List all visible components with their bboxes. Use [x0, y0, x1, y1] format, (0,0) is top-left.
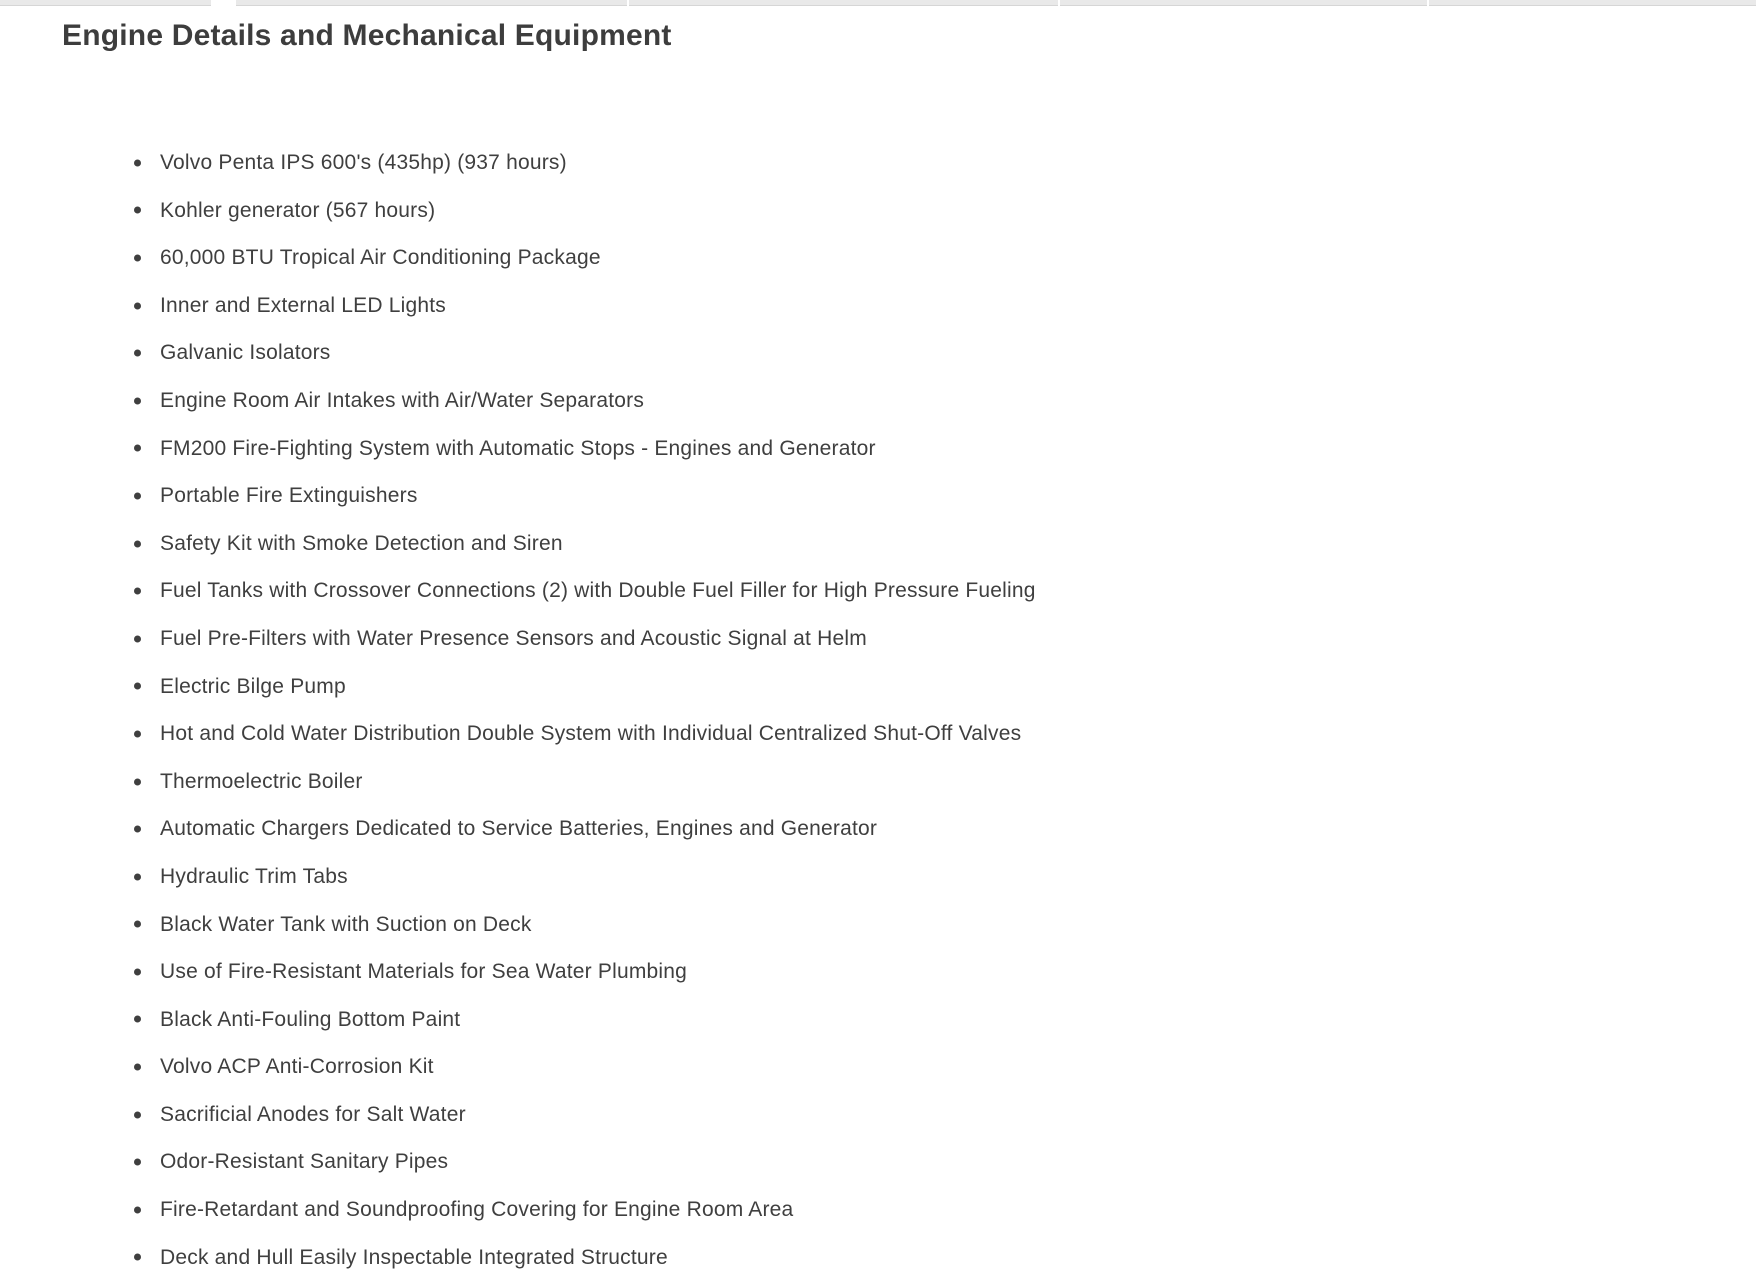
equipment-list-item: Inner and External LED Lights	[0, 282, 1756, 330]
equipment-list-item: Hot and Cold Water Distribution Double System with Individual Centralized Shut-Off Valves	[0, 710, 1756, 758]
equipment-list-item: Fuel Tanks with Crossover Connections (2) with Double Fuel Filler for High Pressure Fueling	[0, 567, 1756, 615]
equipment-list-item: Automatic Chargers Dedicated to Service Batteries, Engines and Generator	[0, 805, 1756, 853]
equipment-list-item: Black Water Tank with Suction on Deck	[0, 901, 1756, 949]
equipment-list-item: Hydraulic Trim Tabs	[0, 853, 1756, 901]
equipment-list-item: Thermoelectric Boiler	[0, 758, 1756, 806]
top-strip-segment	[236, 0, 627, 6]
equipment-list-item: FM200 Fire-Fighting System with Automatic Stops - Engines and Generator	[0, 425, 1756, 473]
equipment-list-item: Fire-Retardant and Soundproofing Covering for Engine Room Area	[0, 1186, 1756, 1234]
equipment-list-item: Portable Fire Extinguishers	[0, 472, 1756, 520]
equipment-list-item: Volvo Penta IPS 600's (435hp) (937 hours)	[0, 139, 1756, 187]
equipment-list-item: Electric Bilge Pump	[0, 663, 1756, 711]
equipment-list-item: Safety Kit with Smoke Detection and Siren	[0, 520, 1756, 568]
equipment-list-item: Sacrificial Anodes for Salt Water	[0, 1091, 1756, 1139]
equipment-list-item: Volvo ACP Anti-Corrosion Kit	[0, 1043, 1756, 1091]
top-strip-segment	[0, 0, 211, 6]
equipment-list-item: Odor-Resistant Sanitary Pipes	[0, 1138, 1756, 1186]
equipment-list	[0, 139, 1756, 1281]
top-strip-segment	[1429, 0, 1756, 6]
equipment-list-item: Fuel Pre-Filters with Water Presence Sensors and Acoustic Signal at Helm	[0, 615, 1756, 663]
equipment-list-item: 60,000 BTU Tropical Air Conditioning Package	[0, 234, 1756, 282]
equipment-list-item: Deck and Hull Easily Inspectable Integrated Structure	[0, 1234, 1756, 1282]
equipment-list-item: Galvanic Isolators	[0, 329, 1756, 377]
page-title: Engine Details and Mechanical Equipment	[62, 19, 672, 52]
top-strip-segment	[1060, 0, 1427, 6]
top-strip	[0, 0, 1756, 7]
equipment-list-item: Black Anti-Fouling Bottom Paint	[0, 996, 1756, 1044]
equipment-list-item: Engine Room Air Intakes with Air/Water Separators	[0, 377, 1756, 425]
equipment-list-item: Kohler generator (567 hours)	[0, 187, 1756, 235]
top-strip-segment	[629, 0, 1058, 6]
equipment-list-item: Use of Fire-Resistant Materials for Sea Water Plumbing	[0, 948, 1756, 996]
